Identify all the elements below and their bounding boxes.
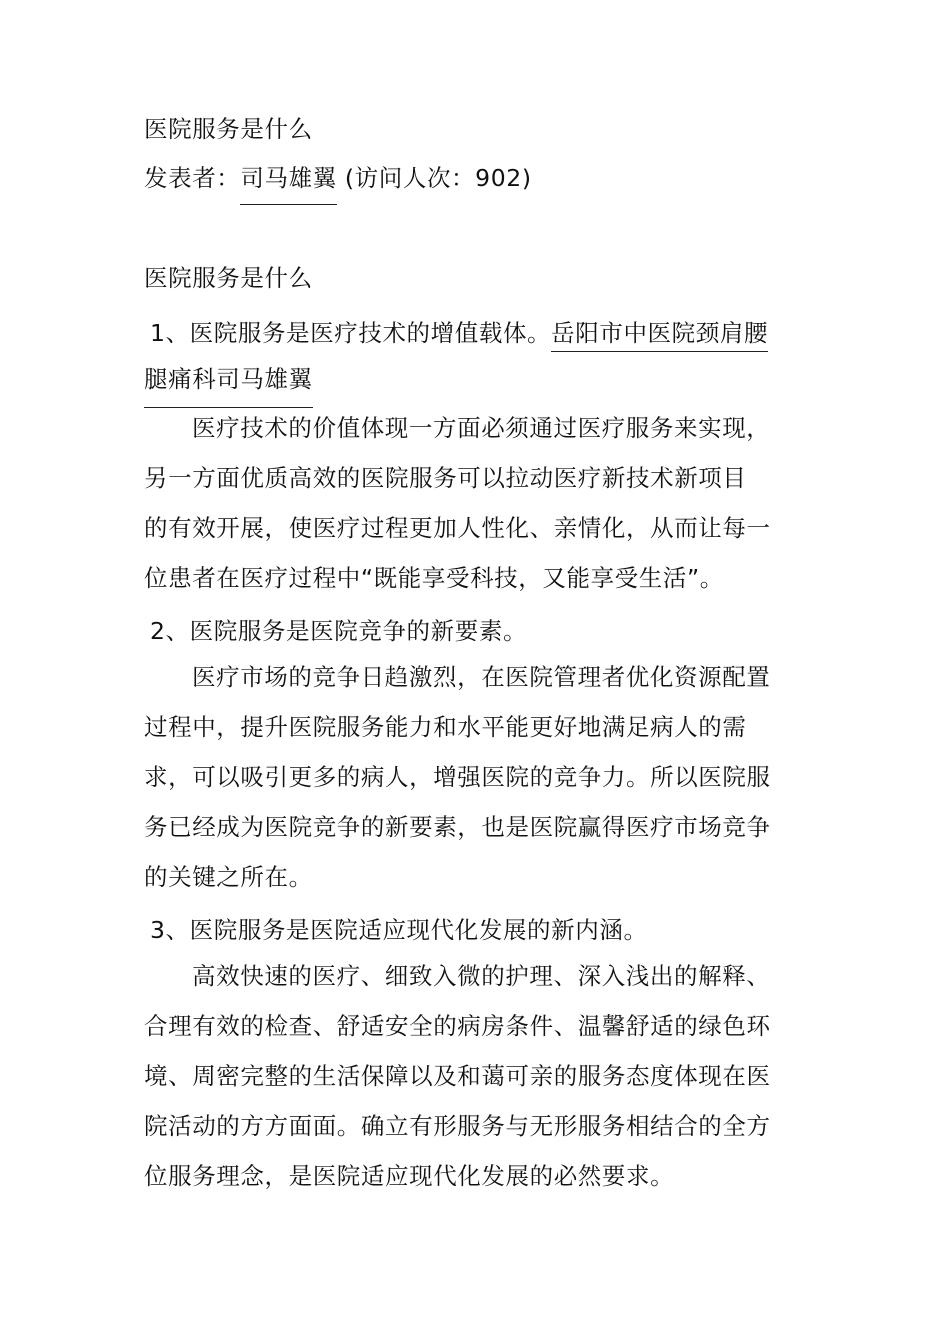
section-2-line-4: 务已经成为医院竞争的新要素，也是医院赢得医疗市场竞争 xyxy=(144,813,771,841)
section-3-line-3: 境、周密完整的生活保障以及和蔼可亲的服务态度体现在医 xyxy=(144,1062,771,1090)
section-3-line-1: 高效快速的医疗、细致入微的护理、深入浅出的解释、 xyxy=(192,962,771,990)
section-3-heading: 3、医院服务是医院适应现代化发展的新内涵。 xyxy=(150,916,648,944)
section-3-line-2: 合理有效的检查、舒适安全的病房条件、温馨舒适的绿色环 xyxy=(144,1012,771,1040)
section-1-line-4: 位患者在医疗过程中“既能享受科技，又能享受生活”。 xyxy=(144,564,724,592)
author-prefix: 发表者： xyxy=(144,164,241,192)
hospital-link-part-1[interactable]: 岳阳市中医院颈肩腰 xyxy=(551,319,768,352)
article-subtitle: 医院服务是什么 xyxy=(144,264,313,292)
section-2-line-5: 的关键之所在。 xyxy=(144,863,313,891)
section-2-heading: 2、医院服务是医院竞争的新要素。 xyxy=(150,617,528,645)
section-2-line-2: 过程中，提升医院服务能力和水平能更好地满足病人的需 xyxy=(144,713,747,741)
author-link[interactable]: 司马雄翼 xyxy=(240,164,336,205)
author-line xyxy=(144,163,532,193)
section-1-line-2: 另一方面优质高效的医院服务可以拉动医疗新技术新项目 xyxy=(144,464,747,492)
section-3-line-5: 位服务理念，是医院适应现代化发展的必然要求。 xyxy=(144,1162,675,1190)
section-1-line-1: 医疗技术的价值体现一方面必须通过医疗服务来实现， xyxy=(192,414,771,442)
visit-count: (访问人次：902) xyxy=(344,164,532,192)
section-3-line-4: 院活动的方方面面。确立有形服务与无形服务相结合的全方 xyxy=(144,1112,771,1140)
section-1-heading-line xyxy=(150,318,768,348)
section-1-link-line xyxy=(144,364,313,394)
section-1-line-3: 的有效开展，使医疗过程更加人性化、亲情化，从而让每一 xyxy=(144,514,771,542)
section-2-line-1: 医疗市场的竞争日趋激烈，在医院管理者优化资源配置 xyxy=(192,663,771,691)
document-title: 医院服务是什么 xyxy=(144,115,313,143)
section-1-heading: 1、医院服务是医疗技术的增值载体。 xyxy=(150,319,552,347)
hospital-link-part-2[interactable]: 腿痛科司马雄翼 xyxy=(144,365,313,408)
section-2-line-3: 求，可以吸引更多的病人，增强医院的竞争力。所以医院服 xyxy=(144,763,771,791)
